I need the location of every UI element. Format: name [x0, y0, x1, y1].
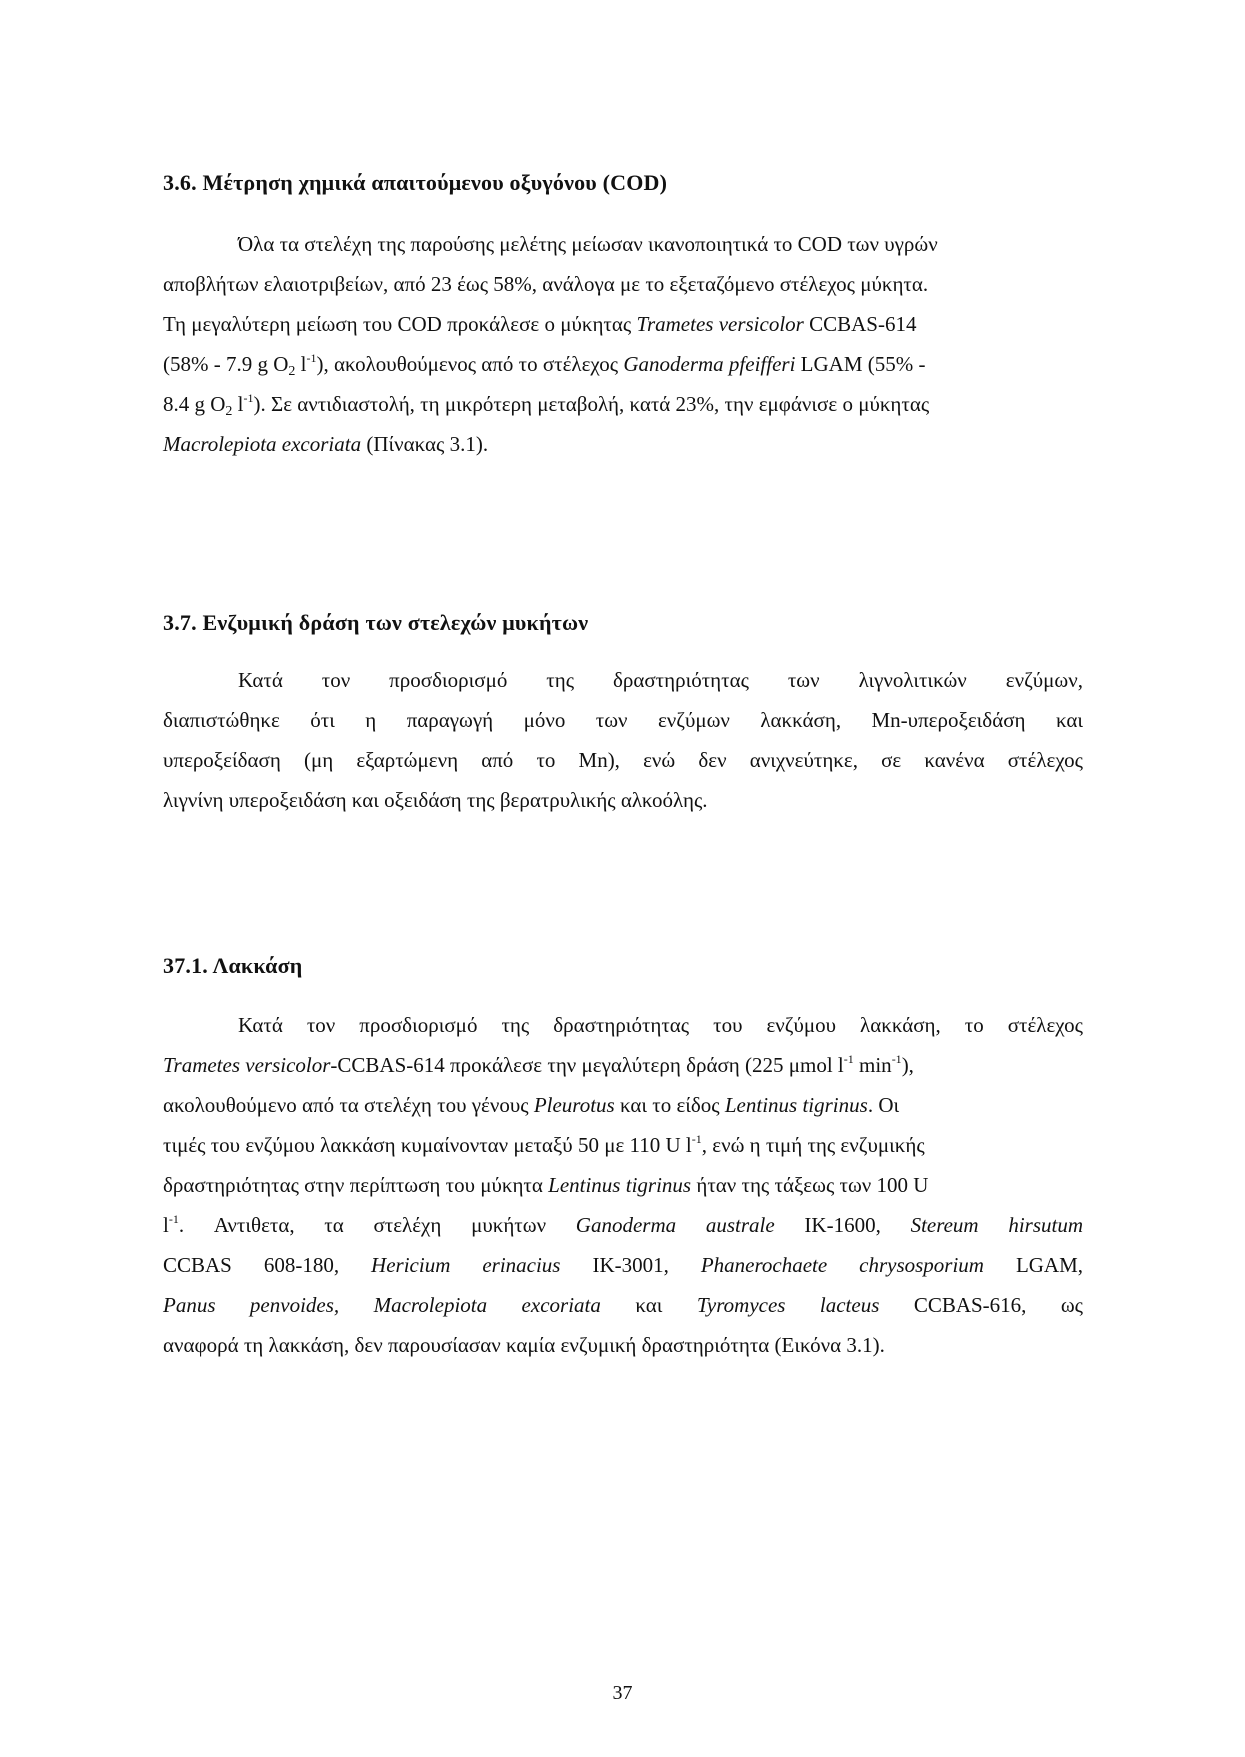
text-line: Κατά τον προσδιορισμό της δραστηριότητας των λιγνολιτικών ενζύμων,	[238, 668, 1083, 692]
species-name: Pleurotus	[533, 1093, 615, 1117]
text-line: Macrolepiota excoriata (Πίνακας 3.1).	[163, 432, 489, 456]
species-name: Hericium erinacius	[371, 1253, 561, 1277]
text-line: Κατά τον προσδιορισμό της δραστηριότητας του ενζύμου λακκάση, το στέλεχος	[238, 1013, 1083, 1037]
text-line: υπεροξείδαση (μη εξαρτώμενη από το Mn), ενώ δεν ανιχνεύτηκε, σε κανένα στέλεχος	[163, 748, 1083, 772]
section-3-6-heading: 3.6. Μέτρηση χημικά απαιτούμενου οξυγόνου (COD)	[163, 170, 668, 195]
species-name: Macrolepiota excoriata	[163, 432, 362, 456]
section-3-7-1-heading: 37.1. Λακκάση	[163, 953, 303, 978]
text-line: (58% - 7.9 g $O_2$ $l^{-1}$), ακολουθούμενος από το στέλεχος Ganoderma pfeifferi LGAM (55% -	[163, 351, 926, 379]
text-line: δραστηριότητας στην περίπτωση του μύκητα Lentinus tigrinus ήταν της τάξεως των 100 U	[163, 1173, 929, 1197]
text-line: αναφορά τη λακκάση, δεν παρουσίασαν καμία ενζυμική δραστηριότητα (Εικόνα 3.1).	[163, 1333, 885, 1357]
text-line: λιγνίνη υπεροξειδάση και οξειδάση της βερατρυλικής αλκοόλης.	[163, 788, 708, 812]
species-name: Trametes versicolor	[636, 312, 804, 336]
page-number: 37	[612, 1682, 633, 1704]
section-3-6-paragraph	[163, 224, 1083, 464]
text-line: Όλα τα στελέχη της παρούσης μελέτης μείωσαν ικανοποιητικά το COD των υγρών	[238, 232, 938, 256]
section-3-7-1-paragraph	[163, 1005, 1083, 1365]
text-line: $l^{-1}$. Αντιθετα, τα στελέχη μυκήτων Ganoderma australe IK-1600, Stereum hirsutum	[163, 1212, 1084, 1237]
species-name: Ganoderma pfeifferi	[623, 352, 796, 376]
species-name: Phanerochaete chrysosporium	[700, 1253, 984, 1277]
species-name: Ganoderma australe	[575, 1213, 775, 1237]
section-3-7-paragraph	[163, 660, 1083, 820]
text-line: τιμές του ενζύμου λακκάση κυμαίνονταν μεταξύ 50 με 110 U $l^{-1}$, ενώ η τιμή της ενζυμικής	[163, 1132, 925, 1157]
text-line: Panus penvoides, Macrolepiota excoriata και Tyromyces lacteus CCBAS-616, ως	[163, 1293, 1083, 1317]
species-name: Lentinus tigrinus	[724, 1093, 868, 1117]
text-line: Trametes versicolor-CCBAS-614 προκάλεσε την μεγαλύτερη δράση (225 μmol $l^{-1}$ $\min^{-1}$),	[163, 1052, 914, 1077]
text-line: 8.4 g $O_2$ $l^{-1}$). Σε αντιδιαστολή, τη μικρότερη μεταβολή, κατά 23%, την εμφάνισε ο μύκητας	[163, 391, 930, 419]
species-name: Panus penvoides,	[163, 1293, 340, 1317]
species-name: Trametes versicolor	[163, 1053, 331, 1077]
species-name: Tyromyces lacteus	[696, 1293, 880, 1317]
species-name: Lentinus tigrinus	[548, 1173, 692, 1197]
text-line: ακολουθούμενο από τα στελέχη του γένους Pleurotus και το είδος Lentinus tigrinus. Οι	[163, 1093, 900, 1117]
text-line: αποβλήτων ελαιοτριβείων, από 23 έως 58%, ανάλογα με το εξεταζόμενο στέλεχος μύκητα.	[163, 272, 929, 296]
text-line: Τη μεγαλύτερη μείωση του COD προκάλεσε ο μύκητας Trametes versicolor CCBAS-614	[163, 312, 917, 336]
species-name: Stereum hirsutum	[910, 1213, 1084, 1237]
species-name: Macrolepiota excoriata	[373, 1293, 601, 1317]
text-line: CCBAS 608-180, Hericium erinacius IK-3001, Phanerochaete chrysosporium LGAM,	[163, 1253, 1084, 1277]
section-3-7-heading: 3.7. Ενζυμική δράση των στελεχών μυκήτων	[163, 610, 589, 635]
text-line: διαπιστώθηκε ότι η παραγωγή μόνο των ενζύμων λακκάση, Mn-υπεροξειδάση και	[163, 708, 1083, 732]
